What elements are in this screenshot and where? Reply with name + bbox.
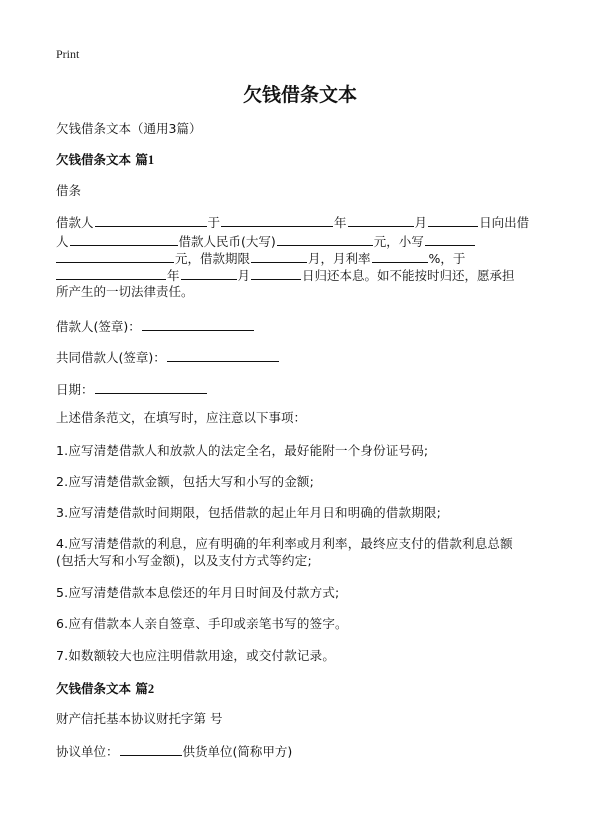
note-item: 5.应写清楚借款本息偿还的年月日时间及付款方式; <box>56 585 340 600</box>
blank-month <box>348 213 414 227</box>
section1-heading-number: 篇1 <box>135 153 155 167</box>
co-borrower-signature-line <box>56 348 576 366</box>
note-item: 4.应写清楚借款的利息，应有明确的年利率或月利率，最终应支付的借款利息总额 <box>56 536 513 551</box>
note-item: 2.应写清楚借款金额，包括大写和小写的金额; <box>56 474 315 489</box>
trust-agreement-line: 财产信托基本协议财托字第 号 <box>56 711 223 726</box>
blank-day <box>428 213 478 227</box>
section2-heading-number: 篇2 <box>135 682 155 696</box>
text-month: 月 <box>414 215 428 230</box>
blank-repay-month <box>181 266 237 280</box>
print-link[interactable]: Print <box>56 47 80 61</box>
text-person: 人 <box>56 234 69 249</box>
document-subtitle: 欠钱借条文本（通用3篇） <box>56 121 202 136</box>
loan-body-line-3 <box>56 249 576 267</box>
borrower-signature-blank <box>142 317 254 331</box>
blank-loan-term <box>251 249 307 263</box>
section1-heading <box>56 152 576 168</box>
section2-heading-text: 欠钱借条文本 <box>56 681 136 696</box>
section1-label: 借条 <box>56 183 82 198</box>
agreement-party-label: 协议单位： <box>56 744 119 759</box>
note-item: 3.应写清楚借款时间期限，包括借款的起止年月日和明确的借款期限; <box>56 505 442 520</box>
section1-heading-text: 欠钱借条文本 <box>56 152 136 167</box>
text-repay-year: 年 <box>167 268 180 283</box>
date-label: 日期： <box>56 382 94 397</box>
loan-body-line-1 <box>56 213 576 231</box>
co-borrower-signature-blank <box>167 348 279 362</box>
blank-repay-year <box>56 266 166 280</box>
blank-amount-lowercase-cont <box>56 249 174 263</box>
text-repay-month: 月 <box>237 268 251 283</box>
loan-body-line-2 <box>56 232 576 250</box>
blank-borrower <box>95 213 207 227</box>
text-repay-day: 日归还本息。如不能按时归还，愿承担 <box>302 268 515 283</box>
agreement-party-blank <box>120 742 182 756</box>
document-title: 欠钱借条文本 <box>242 84 357 106</box>
date-blank <box>95 380 207 394</box>
borrower-signature-line <box>56 317 576 335</box>
borrower-signature-label: 借款人(签章)： <box>56 319 141 334</box>
blank-date-year-part <box>221 213 333 227</box>
text-day-to-lender: 日向出借 <box>479 215 530 230</box>
notes-intro: 上述借条范文，在填写时，应注意以下事项： <box>56 410 307 425</box>
text-yuan-lowercase: 元，小写 <box>373 234 424 249</box>
blank-amount-lowercase <box>425 232 475 246</box>
note-item: 6.应有借款本人亲自签章、手印或亲笔书写的签字。 <box>56 616 348 631</box>
note-item: 1.应写清楚借款人和放款人的法定全名，最好能附一个身份证号码; <box>56 443 429 458</box>
blank-repay-day <box>251 266 301 280</box>
supplier-label: 供货单位(简称甲方) <box>182 744 293 759</box>
blank-amount-uppercase <box>277 232 373 246</box>
blank-lender <box>70 232 178 246</box>
agreement-party-line <box>56 742 576 760</box>
text-percent-on: %，于 <box>428 251 466 266</box>
text-month-rate: 月，月利率 <box>308 251 371 266</box>
note-item: 7.如数额较大也应注明借款用途，或交付款记录。 <box>56 648 336 663</box>
text-on: 于 <box>207 215 221 230</box>
co-borrower-signature-label: 共同借款人(签章)： <box>56 350 166 365</box>
date-line <box>56 380 576 398</box>
section2-heading <box>56 681 576 697</box>
text-rmb-uppercase: 借款人民币(大写) <box>178 234 276 249</box>
text-borrower: 借款人 <box>56 215 94 230</box>
loan-body-line-4 <box>56 266 576 284</box>
text-year: 年 <box>334 215 347 230</box>
text-yuan-term: 元，借款期限 <box>175 251 251 266</box>
blank-monthly-rate <box>372 249 428 263</box>
loan-body-line-5: 所产生的一切法律责任。 <box>56 284 194 299</box>
note-item-continuation: (包括大写和小写金额)，以及支付方式等约定; <box>56 553 312 568</box>
